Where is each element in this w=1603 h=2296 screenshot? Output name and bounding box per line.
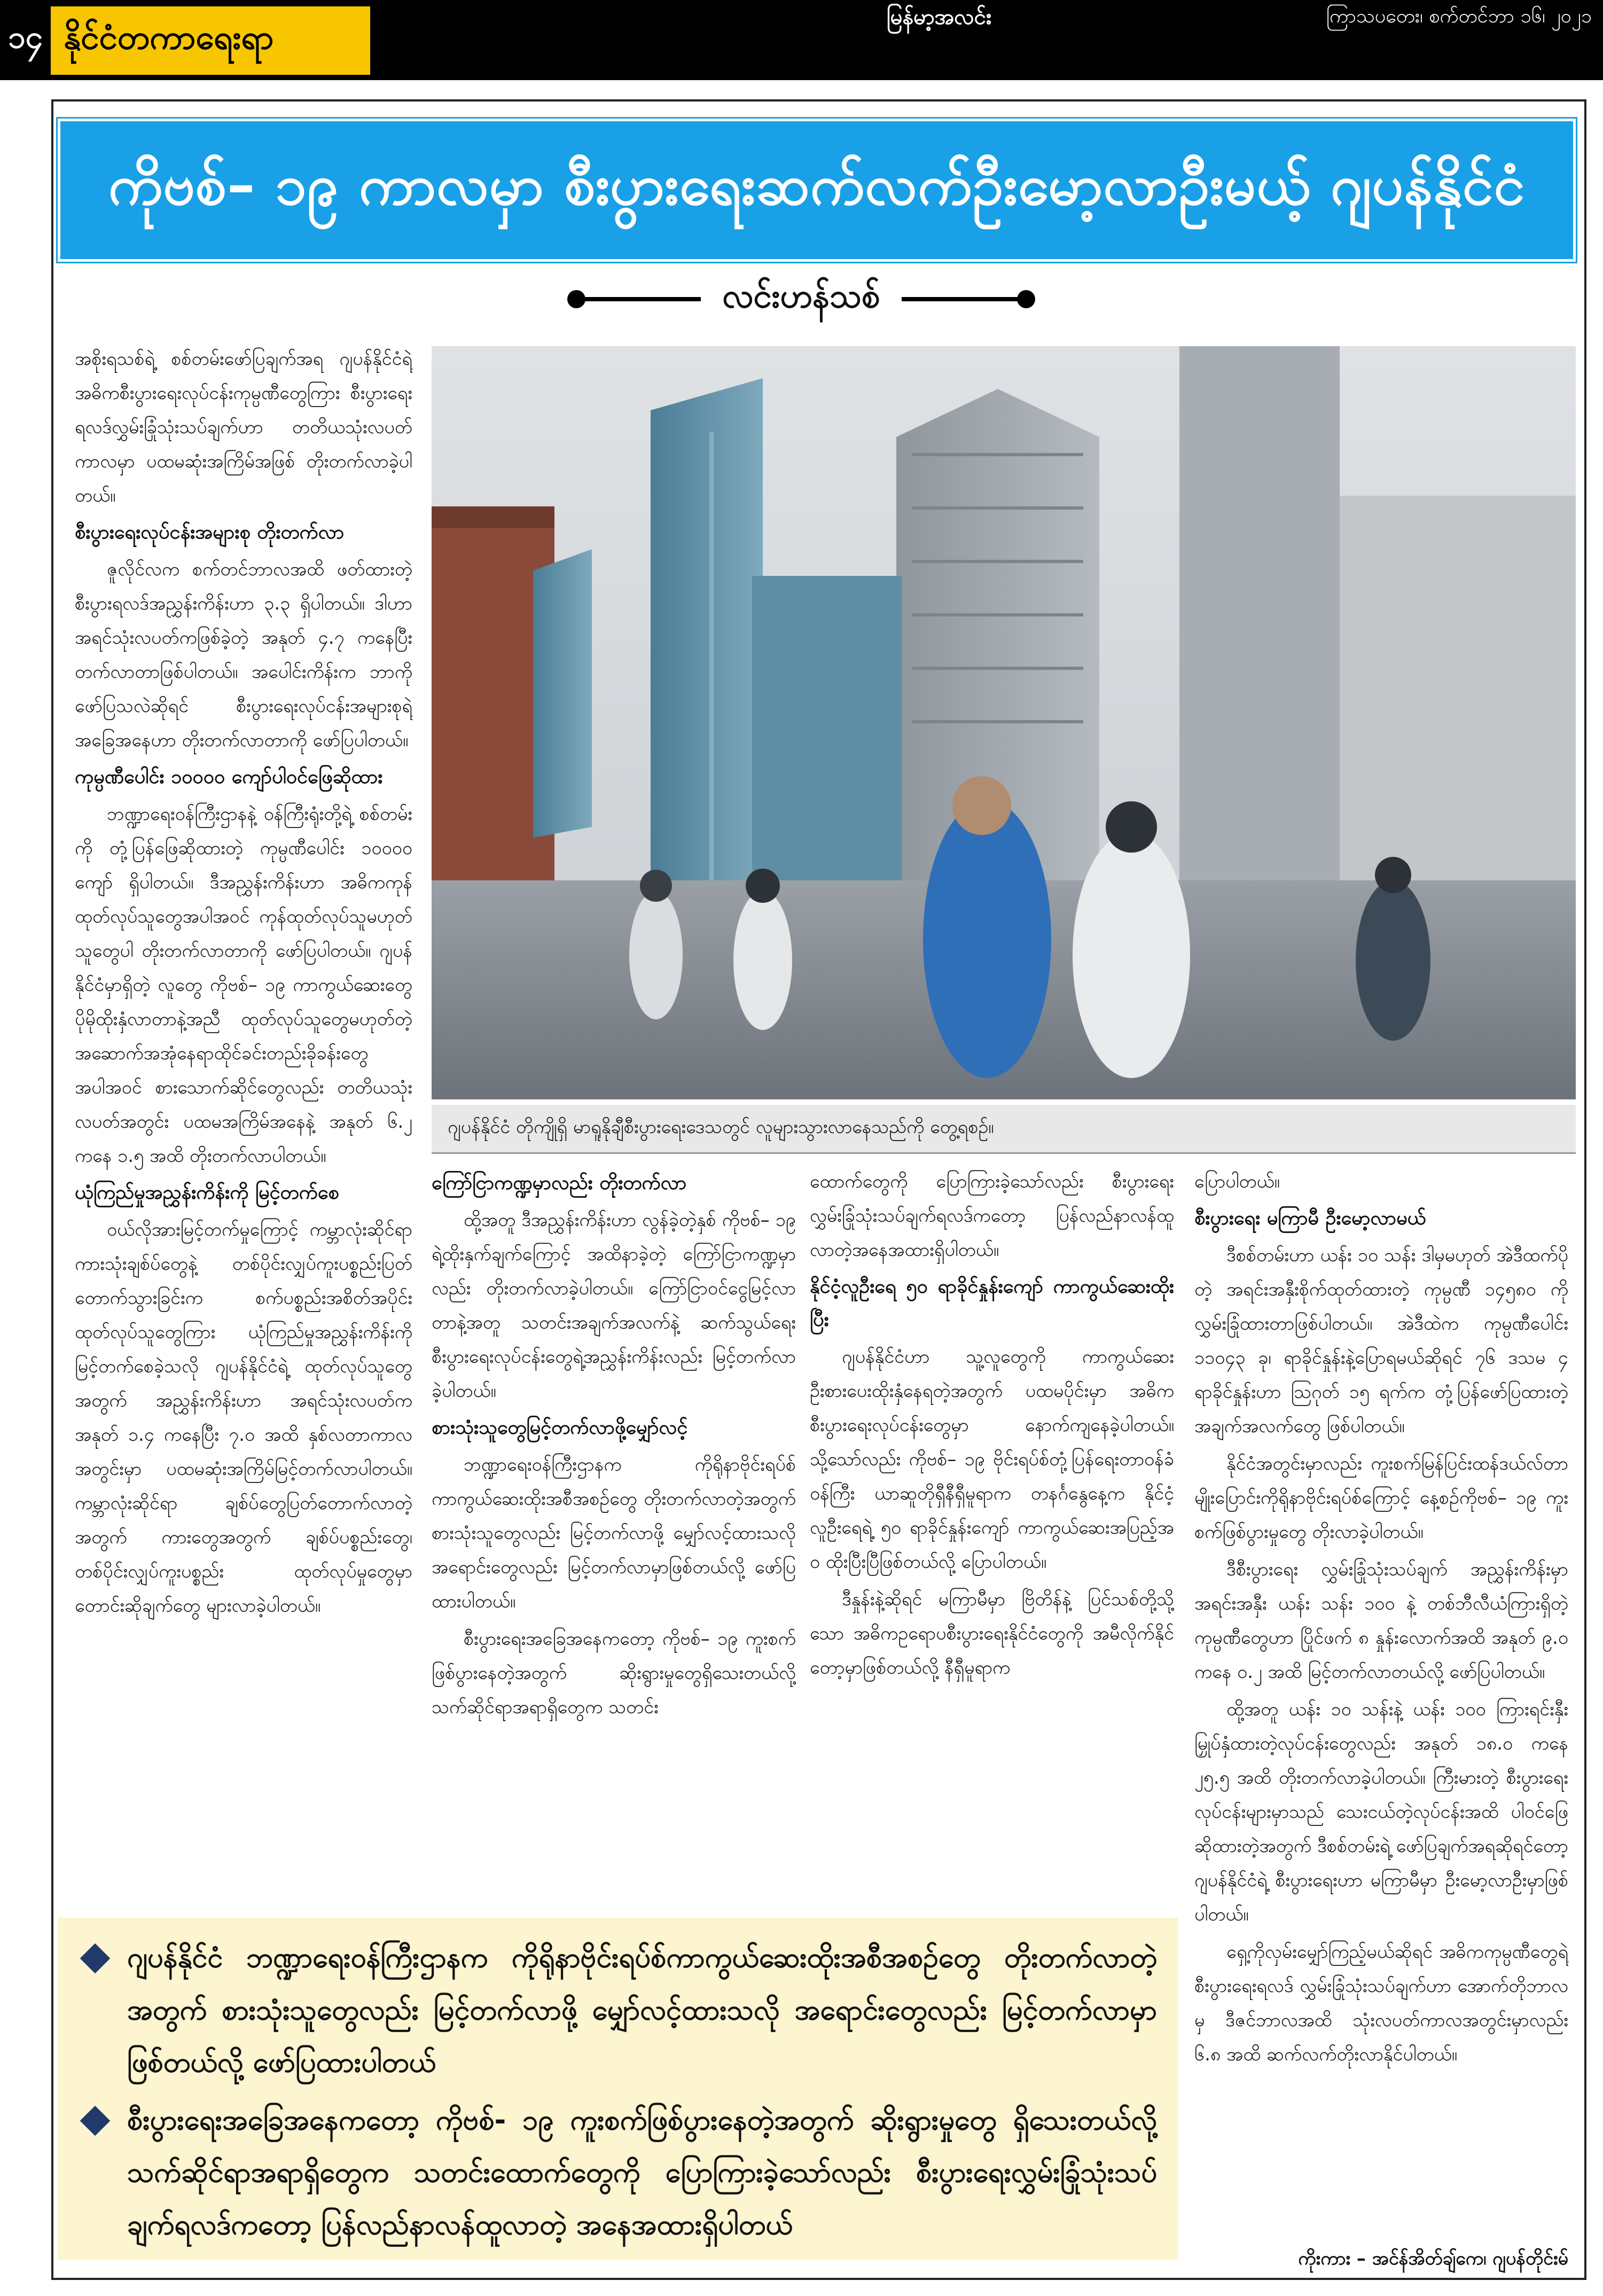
article-byline: လင်းဟန်သစ်	[722, 276, 880, 315]
pull-quote-item	[79, 1932, 1157, 2089]
section-title: နိုင်ငံတကာရေးရာ	[51, 6, 370, 75]
subheading: စီးပွားရေးလုပ်ငန်းအများစု တိုးတက်လာ	[75, 521, 345, 543]
subheading: ယုံကြည်မှုအညွှန်းကိန်းကို မြင့်တက်စေ	[75, 1182, 339, 1204]
article-column-4	[1194, 1165, 1568, 2254]
paragraph: ဘဏ္ဍာရေးဝန်ကြီးဌာနက ကိုရိုနာဗိုင်းရပ်စ်ကာကွယ်ဆေးထိုးအစီအစဉ်တွေ တိုးတက်လာတဲ့အတွက် စားသုံးသူတွေလည်း မြင့်တက်လာဖို့ မျှော်လင့်ထားသလို အရောင်းတွေလည်း မြင့်တက်လာမှာဖြစ်တယ်လို့ ဖော်ပြထားပါတယ်။	[432, 1454, 796, 1612]
subheading: နိုင်ငံ့လူဦးရေ ၅၀ ရာခိုင်နှုန်းကျော် ကာကွယ်ဆေးထိုးပြီး	[810, 1276, 1174, 1331]
paragraph: စီးပွားရေးအခြေအနေကတော့ ကိုဗစ်– ၁၉ ကူးစက်ဖြစ်ပွားနေတဲ့အတွက် ဆိုးရွားမှုတွေရှိသေးတယ်လို့ သက်ဆိုင်ရာအရာရှိတွေက သတင်း	[432, 1628, 796, 1718]
paragraph: ဝယ်လိုအားမြင့်တက်မှုကြောင့် ကမ္ဘာလုံးဆိုင်ရာ ကားသုံးချစ်ပ်တွေနဲ့ တစ်ပိုင်းလျှပ်ကူးပစ္စည်းပြတ်တောက်သွားခြင်းက စက်ပစ္စည်းအစိတ်အပိုင်း ထုတ်လုပ်သူတွေကြား ယုံကြည်မှုအညွှန်းကိန်းကို မြင့်တက်စေခဲ့သလို ဂျပန်နိုင်ငံရဲ့ ထုတ်လုပ်သူတွေအတွက် အညွှန်းကိန်းဟာ အရင်သုံးလပတ်က အနုတ် ၁.၄ ကနေပြီး ၇.၀ အထိ နှစ်လတာကာလအတွင်းမှာ ပထမဆုံးအကြိမ်မြင့်တက်လာပါတယ်။ ကမ္ဘာလုံးဆိုင်ရာ ချစ်ပ်တွေပြတ်တောက်လာတဲ့အတွက် ကားတွေအတွက် ချစ်ပ်ပစ္စည်းတွေ၊ တစ်ပိုင်းလျှပ်ကူးပစ္စည်း ထုတ်လုပ်မှုတွေမှာ တောင်းဆိုချက်တွေ များလာခဲ့ပါတယ်။	[75, 1219, 412, 1616]
diamond-bullet-icon	[80, 1943, 111, 1974]
paragraph: ဂျပန်နိုင်ငံဟာ သူ့လူတွေကို ကာကွယ်ဆေးဦးစားပေးထိုးနှံနေရတဲ့အတွက် ပထမပိုင်းမှာ အဓိကစီးပွားရေးလုပ်ငန်းတွေမှာ နောက်ကျနေခဲ့ပါတယ်။ သို့သော်လည်း ကိုဗစ်– ၁၉ ဗိုင်းရပ်စ်တုံ့ပြန်ရေးတာဝန်ခံဝန်ကြီး ယာဆူတိုရှီနီရှီမူရာက တနင်္ဂနွေနေ့က နိုင်ငံ့လူဦးရေရဲ့ ၅၀ ရာခိုင်နှုန်းကျော် ကာကွယ်ဆေးအပြည့်အဝ ထိုးပြီးပြီဖြစ်တယ်လို့ ပြောပါတယ်။	[810, 1346, 1174, 1573]
diamond-bullet-icon	[80, 2106, 111, 2136]
article-column-2	[432, 1165, 796, 1902]
subheading: ကြော်ငြာကဏ္ဍမှာလည်း တိုးတက်လာ	[432, 1172, 687, 1194]
pull-quote-item	[79, 2094, 1157, 2251]
headline-banner	[58, 119, 1576, 262]
paragraph: ရှေ့ကိုလှမ်းမျှော်ကြည့်မယ်ဆိုရင် အဓိကကုမ္ပဏီတွေရဲ့ စီးပွားရေးရလဒ် လွှမ်းခြုံသုံးသပ်ချက်ဟာ အောက်တိုဘာလမှ ဒီဇင်ဘာလအထိ သုံးလပတ်ကာလအတွင်းမှာလည်း ၆.၈ အထိ ဆက်လက်တိုးလာနိုင်ပါတယ်။	[1194, 1941, 1568, 2065]
newspaper-name: မြန်မာ့အလင်း	[887, 5, 992, 29]
article-headline: ကိုဗစ်– ၁၉ ကာလမှာ စီးပွားရေးဆက်လက်ဦးမော့လာဦးမယ့် ဂျပန်နိုင်ငံ	[108, 152, 1526, 217]
byline-rule-left	[573, 297, 701, 301]
article-column-3	[810, 1165, 1174, 1902]
pull-quote-box	[58, 1918, 1178, 2260]
photo-caption: ဂျပန်နိုင်ငံ တိုကျိုရှိ မာရူနိုချီစီးပွားရေးဒေသတွင် လူများသွားလာနေသည်ကို တွေ့ရစဉ်။	[432, 1105, 1576, 1154]
paragraph: အစိုးရသစ်ရဲ့ စစ်တမ်းဖော်ပြချက်အရ ဂျပန်နိုင်ငံရဲ့ အဓိကစီးပွားရေးလုပ်ငန်းကုမ္ပဏီတွေကြား စီးပွားရေးရလဒ်လွှမ်းခြုံသုံးသပ်ချက်ဟာ တတိယသုံးလပတ်ကာလမှာ ပထမဆုံးအကြိမ်အဖြစ် တိုးတက်လာခဲ့ပါတယ်။	[75, 348, 412, 506]
byline-dot-left	[567, 290, 585, 308]
paragraph: ထောက်တွေကို ပြောကြားခဲ့သော်လည်း စီးပွားရေးလွှမ်းခြုံသုံးသပ်ချက်ရလဒ်ကတော့ ပြန်လည်နာလန်ထူလာတဲ့အနေအထားရှိပါတယ်။	[810, 1171, 1174, 1261]
paragraph: ထို့အတူ ယန်း ၁၀ သန်းနဲ့ ယန်း ၁၀၀ ကြားရင်းနှီးမြှုပ်နှံထားတဲ့လုပ်ငန်းတွေလည်း အနုတ် ၁၈.၀ ကနေ ၂၅.၅ အထိ တိုးတက်လာခဲ့ပါတယ်။ ကြီးမားတဲ့ စီးပွားရေးလုပ်ငန်းများမှာသည် သေးငယ်တဲ့လုပ်ငန်းအထိ ပါဝင်ဖြေဆိုထားတဲ့အတွက် ဒီစစ်တမ်းရဲ့ ဖော်ပြချက်အရဆိုရင်တော့ ဂျပန်နိုင်ငံရဲ့ စီးပွားရေးဟာ မကြာမီမှာ ဦးမော့လာဦးမှာဖြစ်ပါတယ်။	[1194, 1699, 1568, 1925]
paragraph: ဘဏ္ဍာရေးဝန်ကြီးဌာနနဲ့ ဝန်ကြီးရုံးတို့ရဲ့ စစ်တမ်းကို တုံ့ပြန်ဖြေဆိုထားတဲ့ ကုမ္ပဏီပေါင်း ၁၀၀၀၀ ကျော် ရှိပါတယ်။ ဒီအညွှန်းကိန်းဟာ အဓိကကုန်ထုတ်လုပ်သူတွေအပါအဝင် ကုန်ထုတ်လုပ်သူမဟုတ်သူတွေပါ တိုးတက်လာတာကို ဖော်ပြပါတယ်။ ဂျပန်နိုင်ငံမှာရှိတဲ့ လူတွေ ကိုဗစ်– ၁၉ ကာကွယ်ဆေးတွေ ပိုမိုထိုးနှံလာတာနဲ့အညီ ထုတ်လုပ်သူတွေမဟုတ်တဲ့ အဆောက်အအုံနေရာထိုင်ခင်းတည်းခိုခန်းတွေအပါအဝင် စားသောက်ဆိုင်တွေလည်း တတိယသုံးလပတ်အတွင်း ပထမအကြိမ်အနေနဲ့ အနုတ် ၆.၂ ကနေ ၁.၅ အထိ တိုးတက်လာပါတယ်။	[75, 803, 412, 1167]
pull-quote-text: စီးပွားရေးအခြေအနေကတော့ ကိုဗစ်- ၁၉ ကူးစက်ဖြစ်ပွားနေတဲ့အတွက် ဆိုးရွားမှုတွေ ရှိသေးတယ်လို့ သက်ဆိုင်ရာအရာရှိတွေက သတင်းထောက်တွေကို ပြောကြားခဲ့သော်လည်း စီးပွားရေးလွှမ်းခြုံသုံးသပ်ချက်ရလဒ်ကတော့ ပြန်လည်နာလန်ထူလာတဲ့ အနေအထားရှိပါတယ်	[127, 2104, 1157, 2241]
pull-quote-text: ဂျပန်နိုင်ငံ ဘဏ္ဍာရေးဝန်ကြီးဌာနက ကိုရိုနာဗိုင်းရပ်စ်ကာကွယ်ဆေးထိုးအစီအစဉ်တွေ တိုးတက်လာတဲ့အတွက် စားသုံးသူတွေလည်း မြင့်တက်လာဖို့ မျှော်လင့်ထားသလို အရောင်းတွေလည်း မြင့်တက်လာမှာဖြစ်တယ်လို့ ဖော်ပြထားပါတယ်	[127, 1942, 1157, 2079]
subheading: ကုမ္ပဏီပေါင်း ၁၀၀၀၀ ကျော်ပါဝင်ဖြေဆိုထား	[75, 766, 383, 788]
paragraph: ဒီစီးပွားရေး လွှမ်းခြုံသုံးသပ်ချက် အညွှန်းကိန်းမှာ အရင်းအနှီး ယန်း သန်း ၁၀၀ နဲ့ တစ်ဘီလီယံကြားရှိတဲ့ ကုမ္ပဏီတွေဟာ ပြိုင်ဖက် ၈ နှုန်းလောက်အထိ အနုတ် ၉.၀ ကနေ ၀.၂ အထိ မြင့်တက်လာတယ်လို့ ဖော်ပြပါတယ်။	[1194, 1559, 1568, 1683]
paragraph: ဒီနှုန်းနဲ့ဆိုရင် မကြာမီမှာ ဗြိတိန်နဲ့ ပြင်သစ်တို့သို့သော အဓိကဥရောပစီးပွားရေးနိုင်ငံတွေကို အမီလိုက်နိုင်တော့မှာဖြစ်တယ်လို့ နီရှီမူရာက	[810, 1589, 1174, 1678]
byline-rule-right	[902, 297, 1030, 301]
article-photo	[432, 346, 1576, 1099]
paragraph: ဇူလိုင်လက စက်တင်ဘာလအထိ ဖတ်ထားတဲ့ စီးပွားရလဒ်အညွှန်းကိန်းဟာ ၃.၃ ရှိပါတယ်။ ဒါဟာ အရင်သုံးလပတ်ကဖြစ်ခဲ့တဲ့ အနုတ် ၄.၇ ကနေပြီး တက်လာတာဖြစ်ပါတယ်။ အပေါင်းကိန်းက ဘာကိုဖော်ပြသလဲဆိုရင် စီးပွားရေးလုပ်ငန်းအများစုရဲ့ အခြေအနေဟာ တိုးတက်လာတာကို ဖော်ပြပါတယ်။	[75, 559, 412, 751]
city-street-illustration	[432, 346, 1576, 1099]
issue-date: ကြာသပတေး၊ စက်တင်ဘာ ၁၆၊ ၂၀၂၁	[1326, 5, 1592, 27]
byline-row	[513, 267, 1090, 331]
paragraph: ဒီစစ်တမ်းဟာ ယန်း ၁၀ သန်း ဒါမှမဟုတ် အဲဒီထက်ပိုတဲ့ အရင်းအနှီးစိုက်ထုတ်ထားတဲ့ ကုမ္ပဏီ ၁၄၅၈၀ ကို လွှမ်းခြုံထားတာဖြစ်ပါတယ်။ အဲဒီထဲက ကုမ္ပဏီပေါင်း ၁၁၀၄၃ ခု၊ ရာခိုင်နှုန်းနဲ့ပြောရမယ်ဆိုရင် ၇၆ ဒသမ ၄ ရာခိုင်နှုန်းဟာ ဩဂုတ် ၁၅ ရက်က တုံ့ပြန်ဖော်ပြထားတဲ့ အချက်အလက်တွေ ဖြစ်ပါတယ်။	[1194, 1245, 1568, 1437]
paragraph: နိုင်ငံအတွင်းမှာလည်း ကူးစက်မြန်ပြင်းထန်ဒယ်လ်တာ မျိုးပြောင်းကိုရိုနာဗိုင်းရပ်စ်ကြောင့် နေ့စဉ်ကိုဗစ်– ၁၉ ကူးစက်ဖြစ်ပွားမှုတွေ တိုးလာခဲ့ပါတယ်။	[1194, 1453, 1568, 1543]
header-rule	[370, 43, 1603, 80]
subheading: စီးပွားရေး မကြာမီ ဦးမော့လာမယ်	[1194, 1207, 1426, 1229]
byline-dot-right	[1017, 290, 1035, 308]
paragraph: ပြောပါတယ်။	[1194, 1171, 1280, 1192]
page-number: ၁၄	[0, 0, 51, 80]
paragraph: ထို့အတူ ဒီအညွှန်းကိန်းဟာ လွန်ခဲ့တဲ့နှစ် ကိုဗစ်– ၁၉ ရဲ့ထိုးနှက်ချက်ကြောင့် အထိနာခဲ့တဲ့ ကြော်ငြာကဏ္ဍမှာလည်း တိုးတက်လာခဲ့ပါတယ်။ ကြော်ငြာဝင်ငွေမြင့်လာတာနဲ့အတူ သတင်းအချက်အလက်နဲ့ ဆက်သွယ်ရေးစီးပွားရေးလုပ်ငန်းတွေရဲ့အညွှန်းကိန်းလည်း မြင့်တက်လာခဲ့ပါတယ်။	[432, 1209, 796, 1402]
source-credit: ကိုးကား – အင်န်အိတ်ချ်ကေ၊ ဂျပန်တိုင်းမ်	[1298, 2248, 1568, 2269]
subheading: စားသုံးသူတွေမြင့်တက်လာဖို့မျှော်လင့်	[432, 1417, 688, 1439]
